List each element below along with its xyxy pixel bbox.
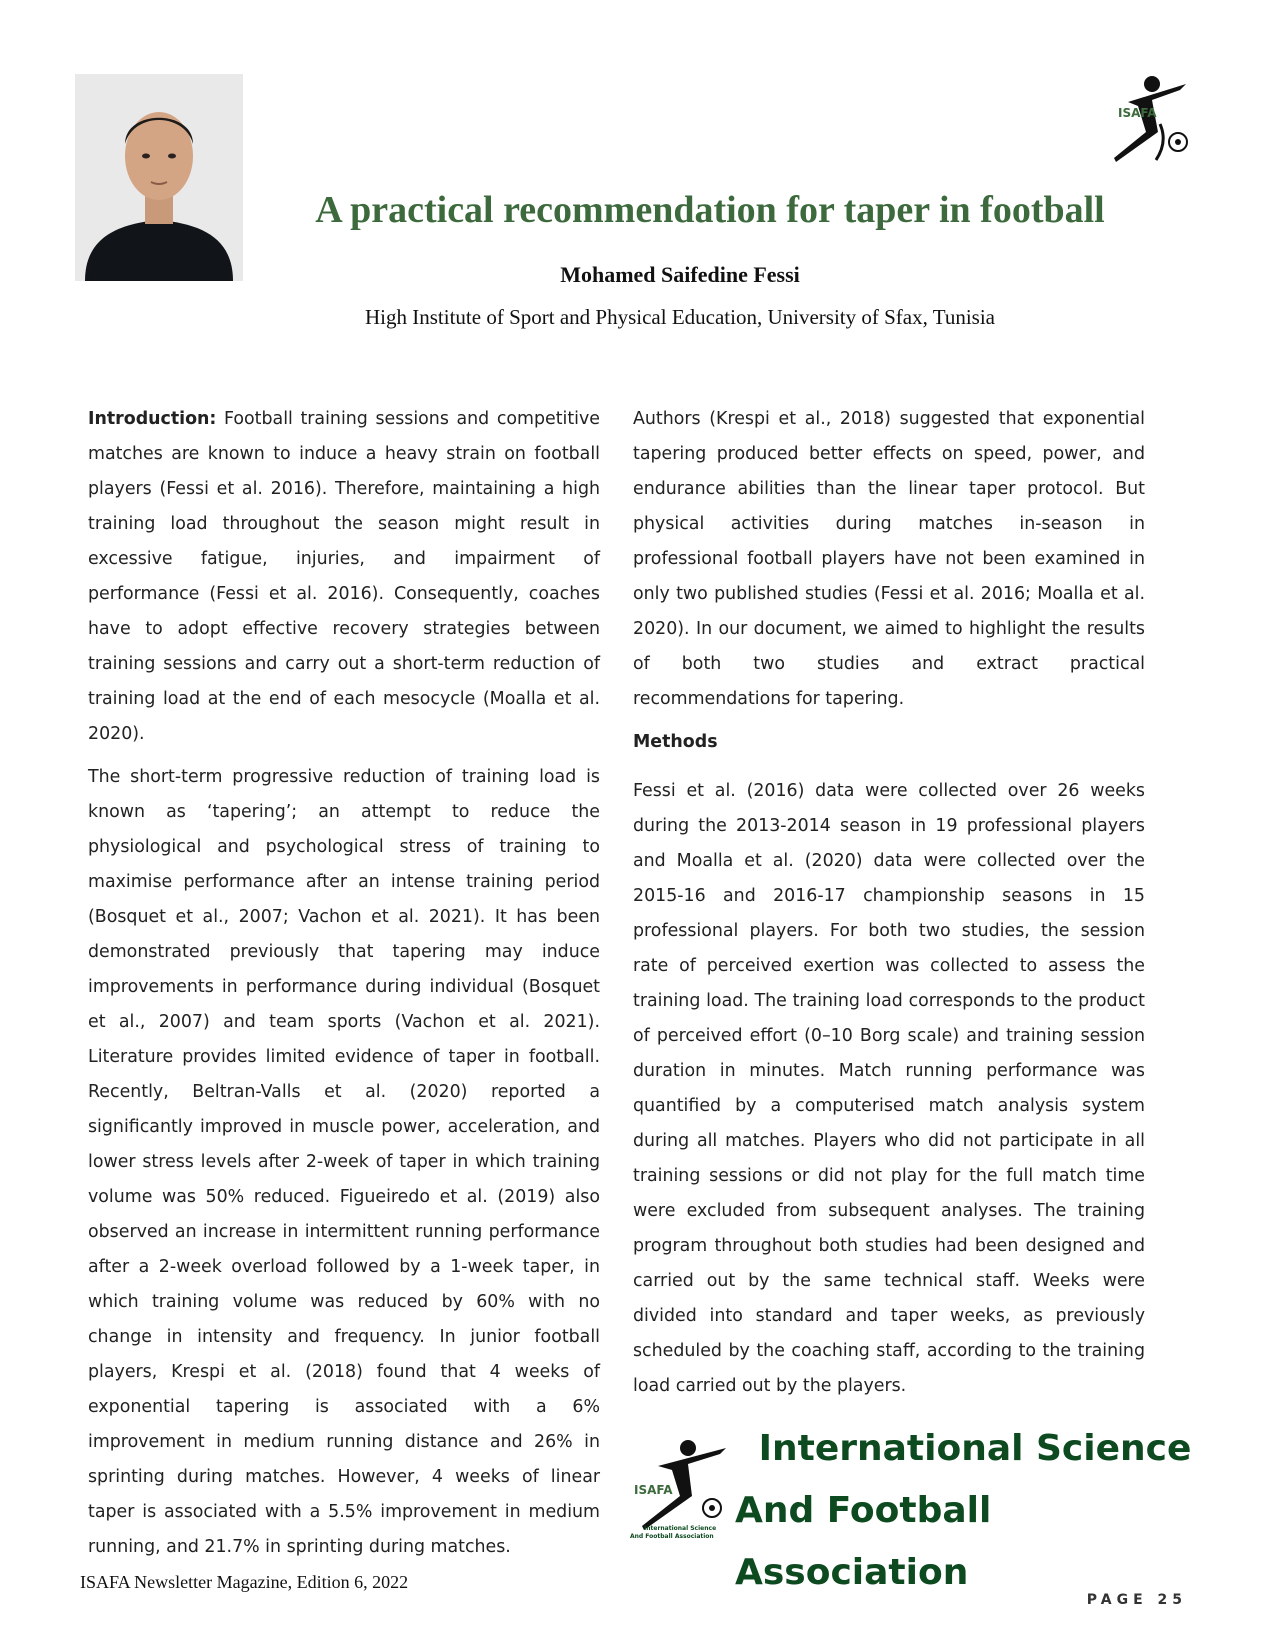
isafa-logo	[1108, 72, 1198, 172]
isafa-logo-text: ISAFA	[1118, 106, 1157, 120]
banner-line-2: And Football Association	[735, 1490, 992, 1593]
intro-text: Football training sessions and competitive matches are known to induce a heavy strain on football players (Fessi et al. 2016). Therefore, maintaining a high training load throughout the season might result in excessive fatigue, injuries, and impairment of performance (Fessi et al. 2016). Consequently, coaches have to adopt effective recovery strategies between training sessions and carry out a short-term reduction of training load at the end of each mesocycle (Moalla et al. 2020).	[88, 409, 601, 744]
banner-logo-text: ISAFA	[634, 1483, 673, 1497]
right-column	[633, 402, 1145, 1412]
page-number: PAGE 25	[1086, 1592, 1187, 1608]
banner-line-1: International Science	[758, 1428, 1192, 1469]
author-name: Mohamed Saifedine Fessi	[560, 262, 800, 287]
krespi-paragraph: Authors (Krespi et al., 2018) suggested that exponential tapering produced better effects on speed, power, and endurance abilities than the linear taper protocol. But physical activities during matches in-season in professional football players have not been examined in only two published studies (Fessi et al. 2016; Moalla et al. 2020). In our document, we aimed to highlight the results of both two studies and extract practical recommendations for tapering.	[633, 409, 1145, 709]
intro-paragraph	[88, 402, 600, 752]
isafa-banner	[630, 1418, 1192, 1593]
intro-label: Introduction:	[88, 409, 217, 429]
banner-logo-caption-1: International Science	[644, 1525, 717, 1532]
tapering-paragraph: The short-term progressive reduction of training load is known as ‘tapering’; an attempt to reduce the physiological and psychological stress of training to maximise performance after an intense training period (Bosquet et al., 2007; Vachon et al. 2021). It has been demonstrated previously that tapering may induce improvements in performance during individual (Bosquet et al., 2007) and team sports (Vachon et al. 2021). Literature provides limited evidence of taper in football. Recently, Beltran-Valls et al. (2020) reported a significantly improved in muscle power, acceleration, and lower stress levels after 2-week of taper in which training volume was 50% reduced. Figueiredo et al. (2019) also observed an increase in intermittent running performance after a 2-week overload followed by a 1-week taper, in which training volume was reduced by 60% with no change in intensity and frequency. In junior football players, Krespi et al. (2018) found that 4 weeks of exponential tapering is associated with a 6% improvement in medium running distance and 26% in sprinting during matches. However, 4 weeks of linear taper is associated with a 5.5% improvement in medium running, and 21.7% in sprinting during matches.	[88, 767, 600, 1557]
methods-heading: Methods	[633, 732, 718, 752]
article-title: A practical recommendation for taper in football	[315, 189, 1105, 231]
left-column	[88, 402, 600, 1573]
methods-paragraph: Fessi et al. (2016) data were collected over 26 weeks during the 2013-2014 season in 19 professional players and Moalla et al. (2020) data were collected over the 2015-16 and 2016-17 championship seasons in 15 professional players. For both two studies, the session rate of perceived exertion was collected to assess the training load. The training load corresponds to the product of perceived effort (0–10 Borg scale) and training session duration in minutes. Match running performance was quantified by a computerised match analysis system during all matches. Players who did not participate in all training sessions or did not play for the full match time were excluded from subsequent analyses. The training program throughout both studies had been designed and carried out by the same technical staff. Weeks were divided into standard and taper weeks, as previously scheduled by the coaching staff, according to the training load carried out by the players.	[633, 781, 1145, 1396]
banner-logo-caption-2: And Football Association	[630, 1533, 714, 1540]
author-photo	[75, 74, 243, 281]
footer-edition: ISAFA Newsletter Magazine, Edition 6, 2022	[80, 1572, 409, 1592]
banner-logo	[630, 1418, 730, 1542]
author-affiliation: High Institute of Sport and Physical Education, University of Sfax, Tunisia	[365, 305, 995, 329]
banner-text	[735, 1418, 1195, 1604]
